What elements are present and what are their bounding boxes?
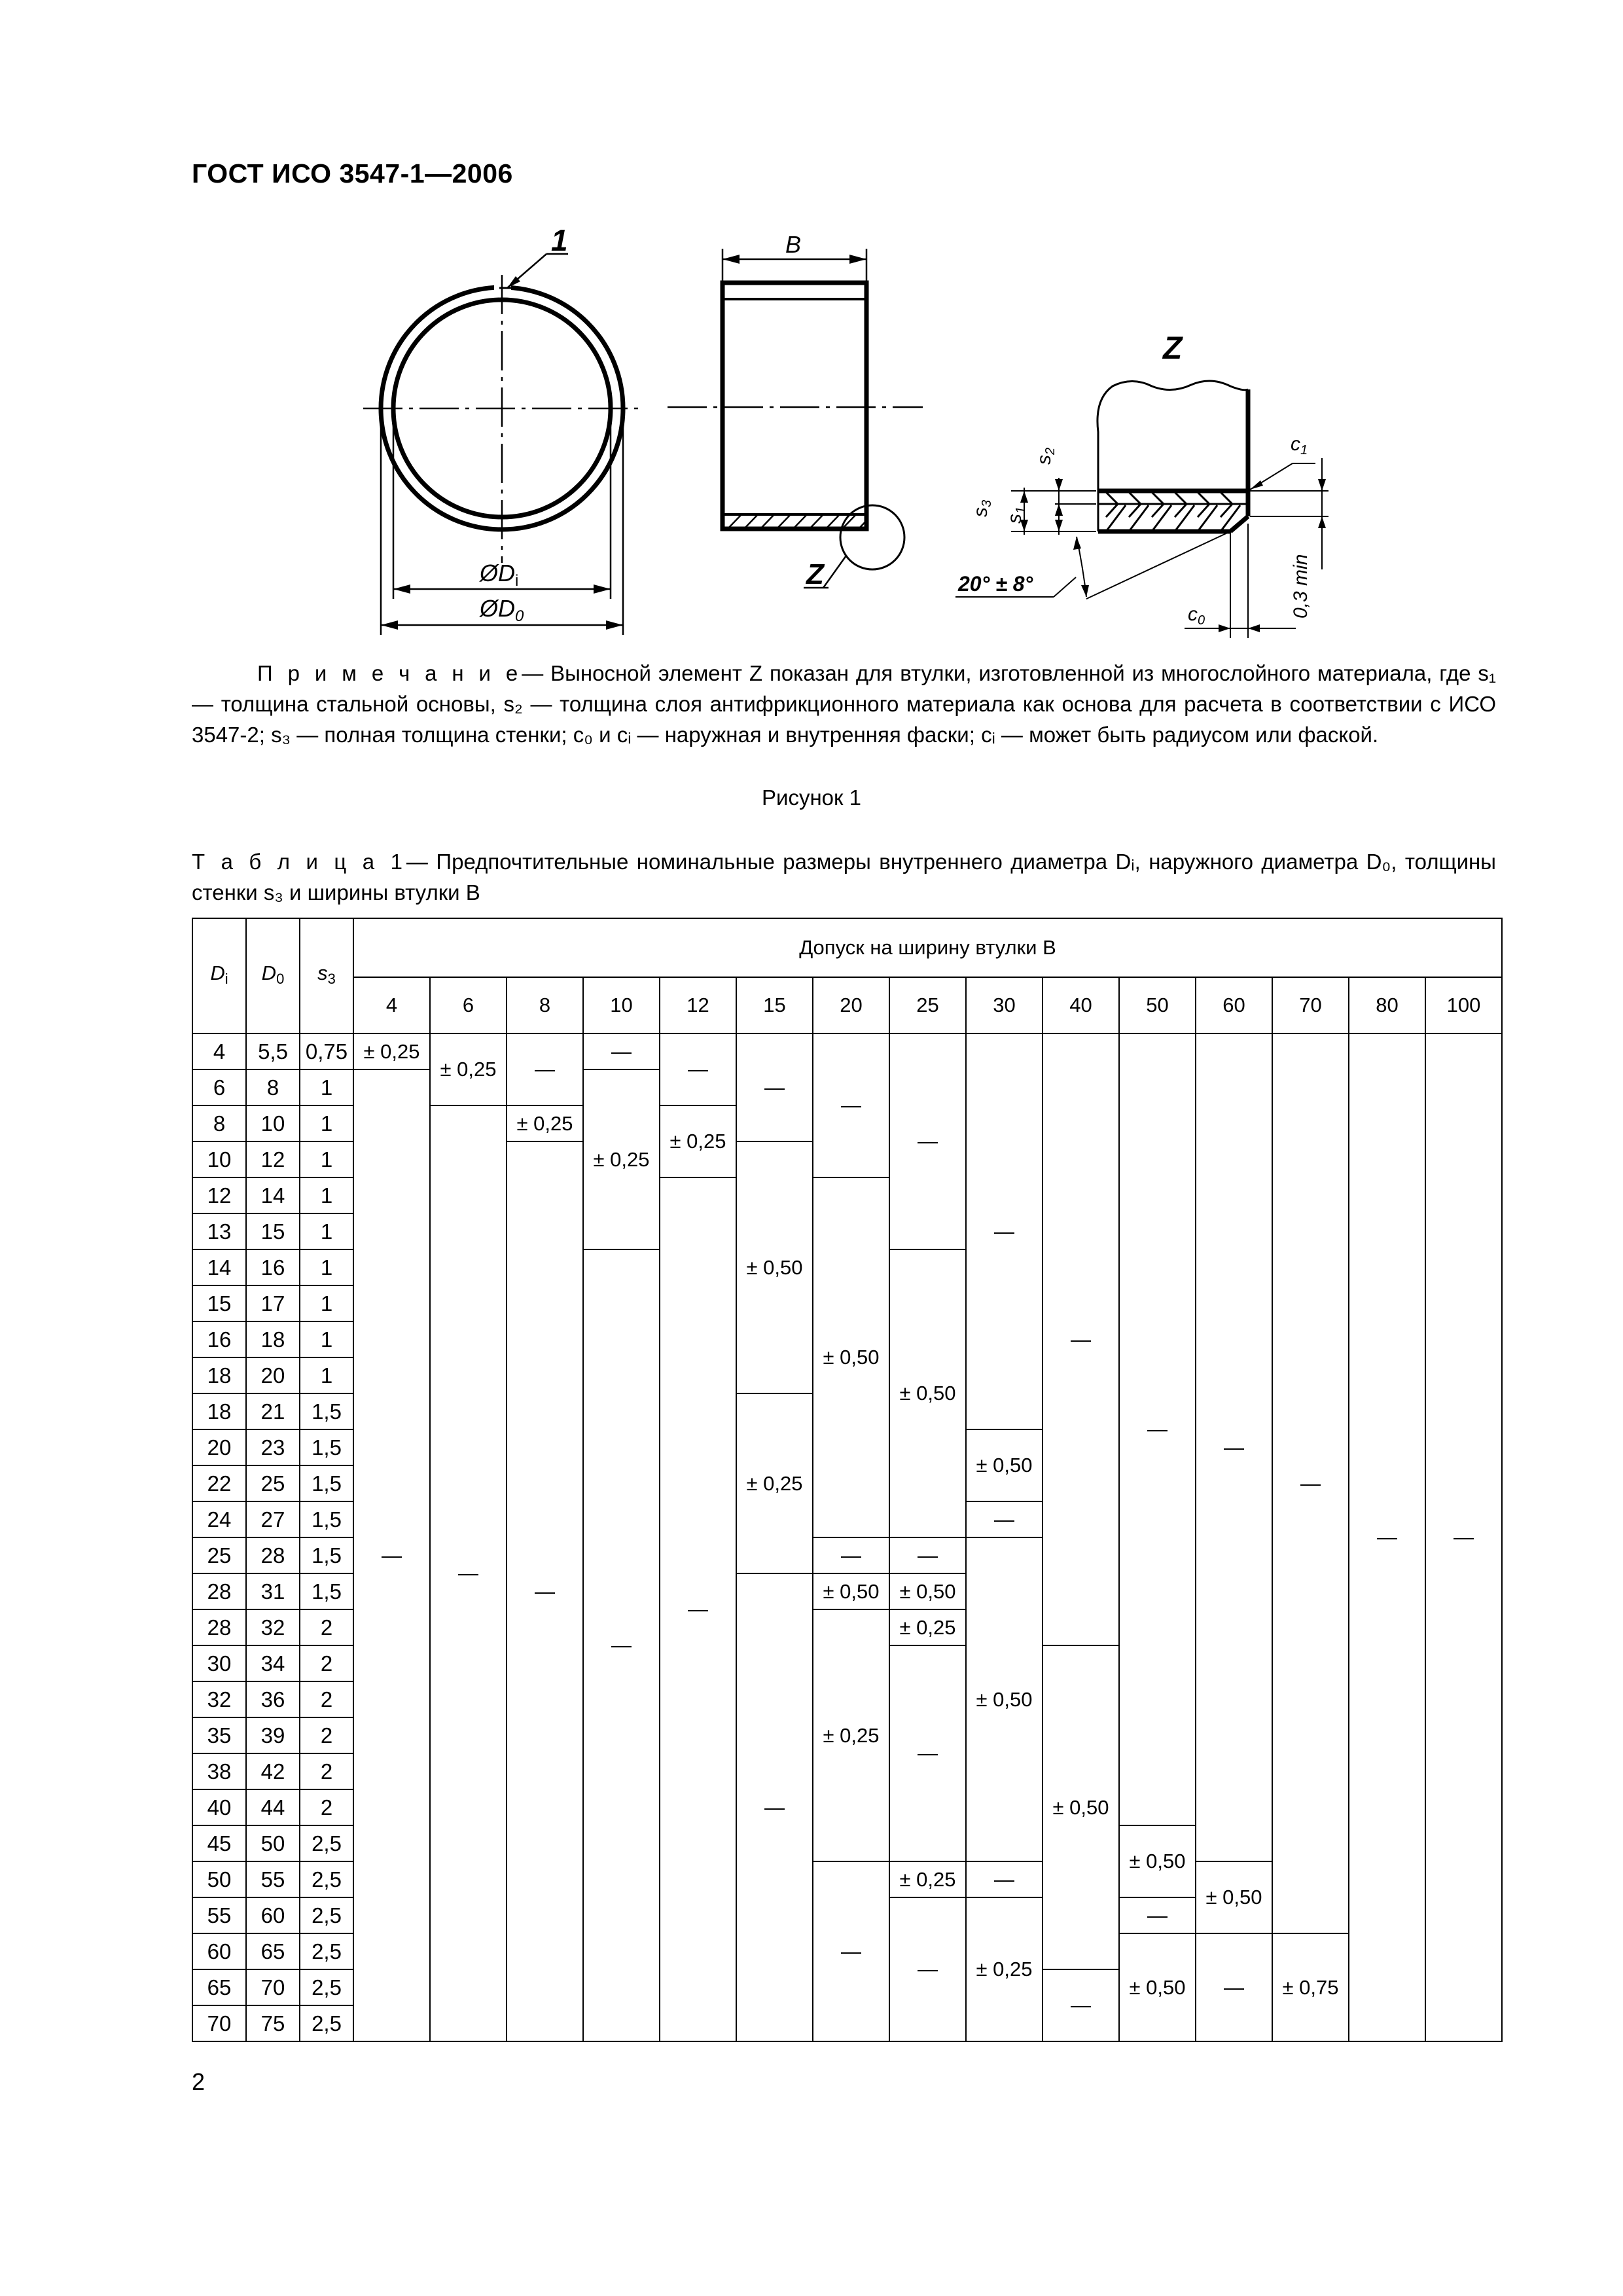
label-angle: 20° ± 8° [958, 572, 1033, 596]
tolerance-cell: ± 0,50 [1196, 1861, 1272, 1933]
cell-di: 50 [192, 1861, 246, 1897]
tolerance-cell: ± 0,25 [430, 1033, 507, 1105]
tolerance-cell: ± 0,25 [583, 1069, 660, 1249]
cell-d0: 15 [246, 1213, 300, 1249]
tolerance-cell: — [813, 1033, 889, 1177]
cell-s3: 1 [300, 1285, 353, 1321]
width-header: 15 [736, 977, 813, 1033]
cell-di: 25 [192, 1537, 246, 1573]
label-s3-sub: 3 [980, 499, 994, 507]
figure-note [192, 658, 1496, 750]
label-s1-sub: 1 [1014, 506, 1028, 514]
cell-di: 45 [192, 1825, 246, 1861]
label-c1: c [1291, 433, 1300, 455]
cell-s3: 2 [300, 1645, 353, 1681]
cell-di: 20 [192, 1429, 246, 1465]
width-header: 25 [889, 977, 966, 1033]
cell-d0: 34 [246, 1645, 300, 1681]
cell-s3: 1 [300, 1213, 353, 1249]
cell-di: 70 [192, 2005, 246, 2041]
label-s3: s [970, 507, 991, 517]
tolerance-cell: ± 0,50 [1119, 1933, 1196, 2041]
tolerance-cell: ± 0,25 [736, 1393, 813, 1573]
tolerance-cell: — [966, 1501, 1043, 1537]
cell-di: 40 [192, 1789, 246, 1825]
cell-s3: 1,5 [300, 1393, 353, 1429]
cell-di: 8 [192, 1105, 246, 1141]
cell-s3: 2 [300, 1717, 353, 1753]
cell-di: 28 [192, 1609, 246, 1645]
width-header: 12 [660, 977, 736, 1033]
cell-s3: 1 [300, 1141, 353, 1177]
label-s2-sub: 2 [1043, 447, 1058, 455]
width-header: 80 [1349, 977, 1425, 1033]
width-header: 70 [1272, 977, 1349, 1033]
tolerance-cell: — [966, 1033, 1043, 1429]
tolerance-cell: ± 0,50 [813, 1573, 889, 1609]
cell-d0: 14 [246, 1177, 300, 1213]
cell-d0: 16 [246, 1249, 300, 1285]
width-header: 20 [813, 977, 889, 1033]
cell-s3: 2 [300, 1681, 353, 1717]
table-caption [192, 846, 1496, 908]
cell-di: 32 [192, 1681, 246, 1717]
tolerance-cell: — [813, 1537, 889, 1573]
cell-d0: 21 [246, 1393, 300, 1429]
cell-s3: 1,5 [300, 1573, 353, 1609]
tolerance-cell: — [966, 1861, 1043, 1897]
tolerance-cell: — [736, 1033, 813, 1141]
tolerance-cell: ± 0,25 [889, 1609, 966, 1645]
cell-d0: 75 [246, 2005, 300, 2041]
cell-di: 22 [192, 1465, 246, 1501]
cell-s3: 2,5 [300, 1969, 353, 2005]
cell-s3: 1,5 [300, 1465, 353, 1501]
cell-d0: 28 [246, 1537, 300, 1573]
cell-s3: 1 [300, 1249, 353, 1285]
cell-d0: 44 [246, 1789, 300, 1825]
tolerance-cell: ± 0,25 [966, 1897, 1043, 2041]
tolerance-cell: ± 0,50 [889, 1573, 966, 1609]
col-header-di: $D_i$ [192, 918, 246, 1033]
width-header: 4 [353, 977, 430, 1033]
width-header: 50 [1119, 977, 1196, 1033]
note-lead: П р и м е ч а н и е [257, 661, 522, 685]
cell-di: 10 [192, 1141, 246, 1177]
label-s1: s [1004, 514, 1026, 524]
tolerance-cell: — [1043, 1969, 1119, 2041]
tolerance-cell: — [1349, 1033, 1425, 2041]
cell-d0: 18 [246, 1321, 300, 1357]
tolerance-cell: — [353, 1069, 430, 2041]
label-c1-sub: 1 [1300, 443, 1308, 457]
label-c0-sub: 0 [1198, 613, 1205, 628]
table-row [192, 1033, 1502, 1069]
cell-di: 4 [192, 1033, 246, 1069]
cell-di: 28 [192, 1573, 246, 1609]
cell-di: 13 [192, 1213, 246, 1249]
page-number: 2 [192, 2068, 205, 2095]
cell-d0: 65 [246, 1933, 300, 1969]
tolerance-cell: ± 0,25 [813, 1609, 889, 1861]
cell-s3: 2 [300, 1789, 353, 1825]
svg-text:c1 [1291, 433, 1308, 457]
bushing-front-view [363, 223, 645, 635]
cell-di: 18 [192, 1357, 246, 1393]
cell-d0: 50 [246, 1825, 300, 1861]
table-caption-text: — Предпочтительные номинальные размеры внутреннего диаметра Dᵢ, наружного диаметра D₀, толщины стенки s₃ и ширины втулки B [192, 850, 1496, 905]
cell-s3: 1,5 [300, 1429, 353, 1465]
cell-s3: 2 [300, 1609, 353, 1645]
dim-width-label: B [785, 231, 802, 258]
dim-inner-sub: i [515, 572, 519, 590]
note-text: — Выносной элемент Z показан для втулки, изготовленной из многослойного материала, где s₁ — толщина стальной основы, s₂ — толщина слоя антифрикционного материала как основа для расчета в соответствии с ИСО 3547-2; s₃ — полная толщина стенки; c₀ и cᵢ — наружная и внутренняя фаски; cᵢ — может быть радиусом или фаской. [192, 661, 1496, 747]
svg-text:s2 [1033, 448, 1058, 465]
width-header: 60 [1196, 977, 1272, 1033]
cell-d0: 25 [246, 1465, 300, 1501]
detail-letter: Z [806, 558, 824, 590]
cell-s3: 2,5 [300, 2005, 353, 2041]
cell-di: 35 [192, 1717, 246, 1753]
tolerance-cell: ± 0,25 [507, 1105, 583, 1141]
cell-di: 38 [192, 1753, 246, 1789]
tolerance-cell: ± 0,25 [660, 1105, 736, 1177]
tolerance-cell: ± 0,50 [1119, 1825, 1196, 1897]
cell-s3: 1 [300, 1177, 353, 1213]
callout-number: 1 [551, 223, 568, 257]
detail-z-view [955, 331, 1329, 638]
width-header: 30 [966, 977, 1043, 1033]
cell-d0: 20 [246, 1357, 300, 1393]
cell-d0: 39 [246, 1717, 300, 1753]
width-header: 100 [1425, 977, 1502, 1033]
cell-s3: 2,5 [300, 1897, 353, 1933]
svg-text:c0 [1188, 603, 1205, 628]
cell-di: 30 [192, 1645, 246, 1681]
tolerance-cell: ± 0,25 [889, 1861, 966, 1897]
tolerance-cell: — [1196, 1033, 1272, 1861]
width-header: 8 [507, 977, 583, 1033]
width-header: 6 [430, 977, 507, 1033]
width-header: 10 [583, 977, 660, 1033]
cell-s3: 1,5 [300, 1537, 353, 1573]
col-header-s3: $s_3$ [300, 918, 353, 1033]
tolerance-cell: — [1119, 1033, 1196, 1825]
cell-di: 24 [192, 1501, 246, 1537]
cell-d0: 60 [246, 1897, 300, 1933]
tolerance-cell: — [889, 1897, 966, 2041]
svg-text:ØDi [479, 560, 518, 590]
label-c0: c [1188, 603, 1198, 625]
tolerance-cell: ± 0,25 [353, 1033, 430, 1069]
dim-outer-label: ØD [480, 595, 515, 622]
tolerance-cell: — [1043, 1033, 1119, 1645]
cell-d0: 12 [246, 1141, 300, 1177]
tolerance-cell: ± 0,50 [966, 1537, 1043, 1861]
cell-d0: 17 [246, 1285, 300, 1321]
tolerance-cell: — [430, 1105, 507, 2041]
tolerance-cell: — [889, 1033, 966, 1249]
tolerance-cell: — [507, 1033, 583, 1105]
cell-s3: 0,75 [300, 1033, 353, 1069]
tolerance-cell: ± 0,50 [889, 1249, 966, 1537]
col-header-d0: $D_0$ [246, 918, 300, 1033]
cell-di: 16 [192, 1321, 246, 1357]
bushing-side-view [668, 231, 923, 590]
cell-di: 65 [192, 1969, 246, 2005]
cell-d0: 23 [246, 1429, 300, 1465]
cell-di: 55 [192, 1897, 246, 1933]
cell-d0: 36 [246, 1681, 300, 1717]
cell-di: 6 [192, 1069, 246, 1105]
table-caption-lead: Т а б л и ц а 1 [192, 850, 406, 874]
tolerance-cell: ± 0,50 [736, 1141, 813, 1393]
group-header: Допуск на ширину втулки B [353, 918, 1502, 977]
tolerance-cell: — [889, 1645, 966, 1861]
cell-s3: 1 [300, 1321, 353, 1357]
cell-s3: 2,5 [300, 1825, 353, 1861]
tolerance-cell: — [813, 1861, 889, 2041]
tolerance-cell: ± 0,50 [813, 1177, 889, 1537]
tolerance-cell: — [660, 1033, 736, 1105]
tolerance-cell: — [1272, 1033, 1349, 1933]
cell-d0: 5,5 [246, 1033, 300, 1069]
cell-d0: 32 [246, 1609, 300, 1645]
tolerance-cell: ± 0,50 [1043, 1645, 1119, 1969]
figure-drawing [0, 0, 1623, 655]
label-s2: s [1033, 455, 1055, 465]
cell-d0: 55 [246, 1861, 300, 1897]
cell-s3: 2,5 [300, 1861, 353, 1897]
cell-di: 60 [192, 1933, 246, 1969]
tolerance-table [192, 918, 1503, 2042]
cell-di: 14 [192, 1249, 246, 1285]
cell-di: 12 [192, 1177, 246, 1213]
tolerance-cell: ± 0,75 [1272, 1933, 1349, 2041]
svg-text:s1 [1004, 507, 1028, 524]
tolerance-cell: — [736, 1573, 813, 2041]
detail-title: Z [1163, 331, 1183, 366]
tolerance-cell: — [583, 1033, 660, 1069]
label-min: 0,3 min [1290, 554, 1311, 619]
svg-text:ØD0 [479, 595, 524, 625]
cell-d0: 10 [246, 1105, 300, 1141]
cell-d0: 31 [246, 1573, 300, 1609]
tolerance-cell: — [507, 1141, 583, 2041]
tolerance-cell: — [660, 1177, 736, 2041]
dim-inner-label: ØD [480, 560, 515, 586]
dim-outer-sub: 0 [515, 607, 524, 625]
cell-s3: 1 [300, 1105, 353, 1141]
cell-d0: 42 [246, 1753, 300, 1789]
tolerance-cell: — [1119, 1897, 1196, 1933]
document-header: ГОСТ ИСО 3547-1—2006 [192, 158, 513, 188]
cell-d0: 27 [246, 1501, 300, 1537]
tolerance-cell: — [1425, 1033, 1502, 2041]
cell-di: 15 [192, 1285, 246, 1321]
table-container [192, 918, 1503, 2042]
tolerance-cell: — [1196, 1933, 1272, 2041]
tolerance-cell: — [583, 1249, 660, 2041]
tolerance-cell: — [889, 1537, 966, 1573]
cell-s3: 1,5 [300, 1501, 353, 1537]
cell-d0: 70 [246, 1969, 300, 2005]
cell-d0: 8 [246, 1069, 300, 1105]
width-header: 40 [1043, 977, 1119, 1033]
cell-s3: 1 [300, 1357, 353, 1393]
figure-caption: Рисунок 1 [762, 785, 861, 810]
cell-di: 18 [192, 1393, 246, 1429]
cell-s3: 1 [300, 1069, 353, 1105]
tolerance-cell: ± 0,50 [966, 1429, 1043, 1501]
cell-s3: 2 [300, 1753, 353, 1789]
cell-s3: 2,5 [300, 1933, 353, 1969]
svg-text:s3 [970, 500, 994, 517]
